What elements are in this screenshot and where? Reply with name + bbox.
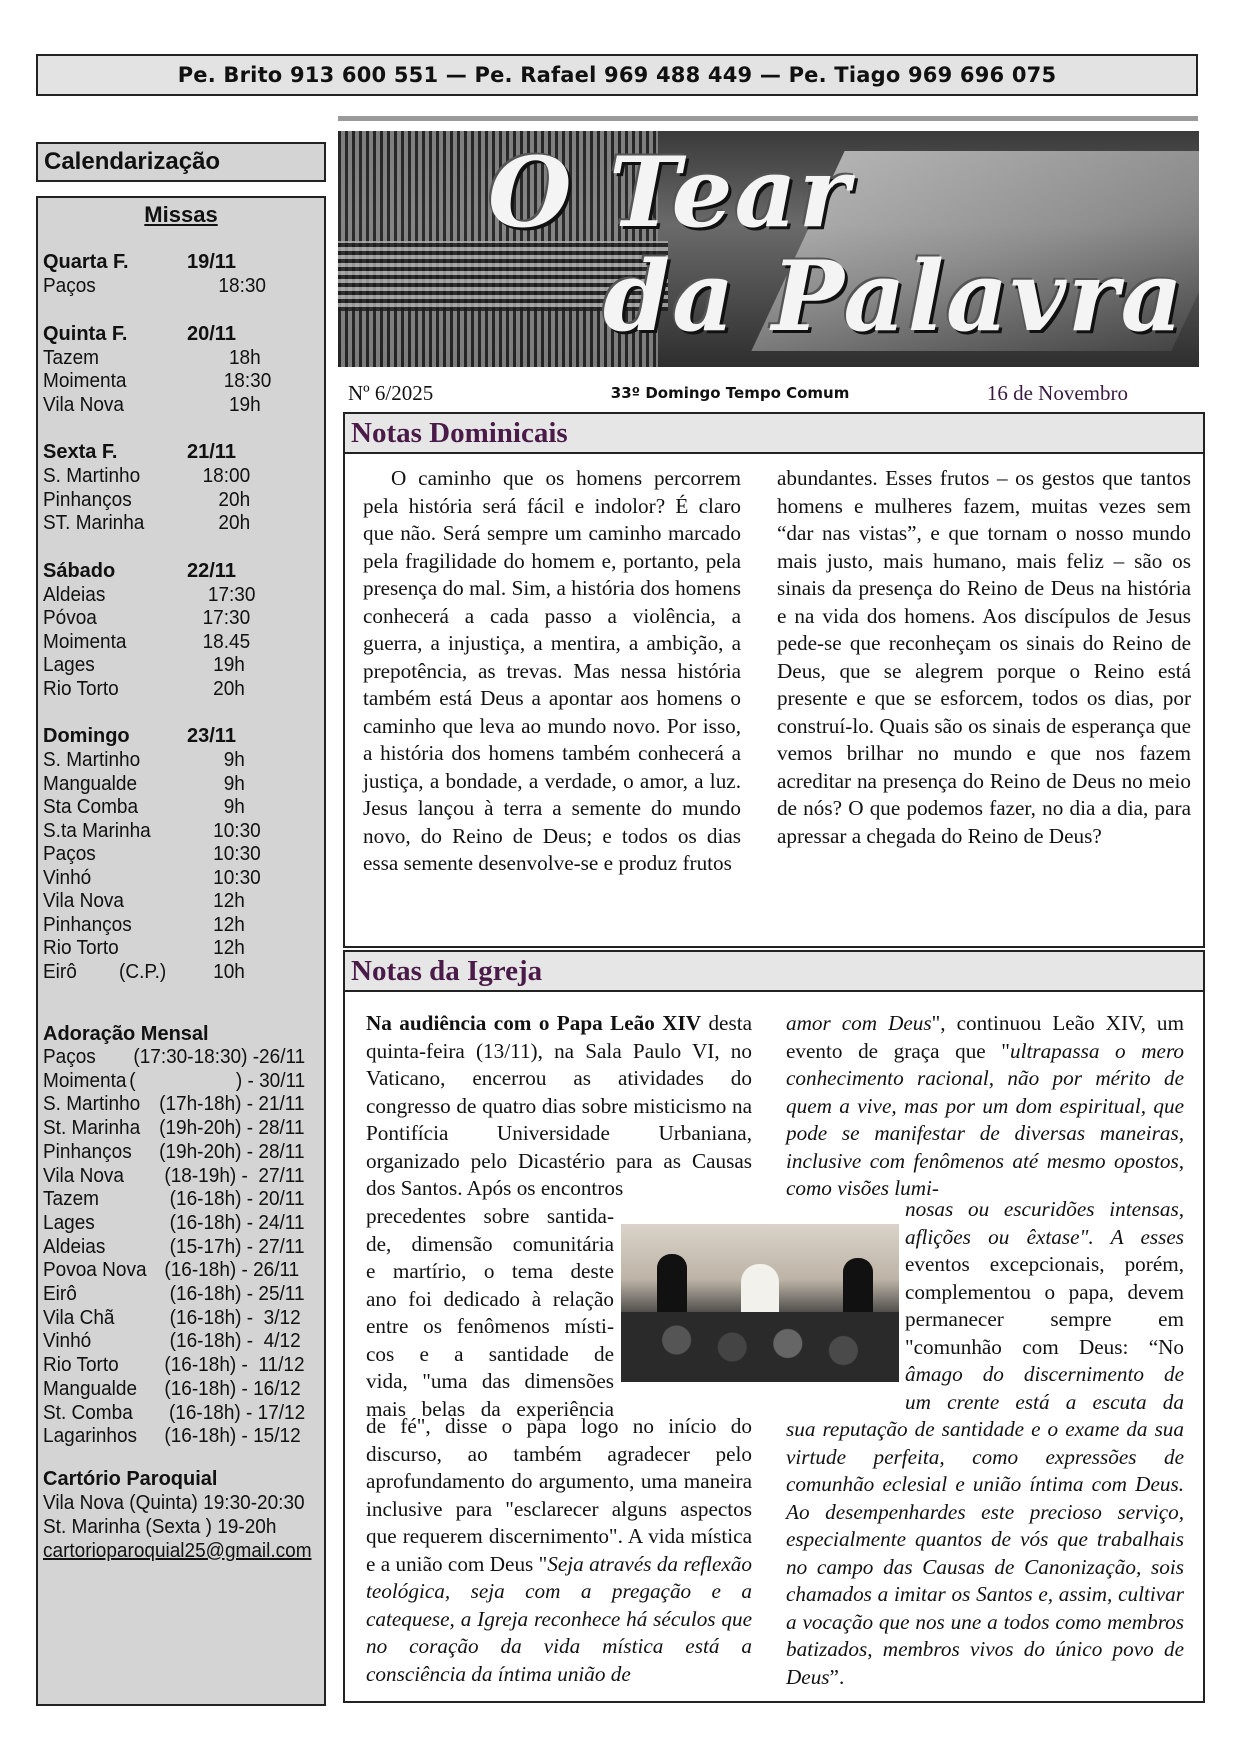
masthead-banner bbox=[338, 131, 1199, 367]
wrapped-line: vida, "uma das dimensões bbox=[366, 1369, 614, 1393]
adoracao-info: (16-18h) - 26/11 bbox=[138, 1259, 300, 1282]
mass-day-date: 20/11 bbox=[187, 322, 236, 345]
mass-time: 12h bbox=[202, 890, 245, 912]
wrapped-line: cos e a santidade de bbox=[366, 1341, 614, 1366]
cartorio-title: Cartório Paroquial bbox=[43, 1467, 218, 1490]
mass-row bbox=[43, 275, 305, 299]
adoracao-info: (15-17h) - 27/11 bbox=[138, 1235, 305, 1258]
adoracao-row bbox=[43, 1330, 305, 1354]
adoracao-place: Rio Torto bbox=[43, 1354, 119, 1377]
adoracao-info: (16-18h) - 3/12 bbox=[138, 1306, 301, 1329]
adoracao-row bbox=[43, 1165, 305, 1189]
mass-time: 20h bbox=[202, 512, 251, 534]
adoracao-place: St. Comba bbox=[43, 1401, 133, 1424]
mass-time: 18:30 bbox=[202, 370, 272, 392]
adoracao-place: S. Martinho bbox=[43, 1093, 141, 1116]
mass-day-date: 21/11 bbox=[187, 441, 236, 463]
masthead-title bbox=[488, 136, 1188, 353]
adoracao-info: (16-18h) - 17/12 bbox=[137, 1401, 306, 1424]
notas-igreja-quote2b: ultrapassa o mero conhecimento racional, não por mérito de quem a vive, mas por um dom espiritual, que pode se manifestar de diversas maneiras, inclusive com fenômenos até mesmo opostos, como visões lumi- bbox=[786, 1038, 1184, 1200]
wrapped-line: nosas ou escuridões intensas, bbox=[905, 1197, 1184, 1221]
mass-row bbox=[43, 749, 305, 773]
adoracao-info: (19h-20h) - 28/11 bbox=[138, 1117, 305, 1140]
notas-igreja-col2 bbox=[786, 1010, 1184, 1203]
schedule-sidebar bbox=[36, 196, 326, 1706]
mass-time: 19h bbox=[202, 654, 245, 676]
mass-row bbox=[43, 961, 305, 985]
wrapped-line: de, dimensão comunitária bbox=[366, 1231, 614, 1256]
mass-place: Vila Nova bbox=[43, 393, 124, 416]
mass-row bbox=[43, 867, 305, 891]
wrapped-line: permanecer sempre em bbox=[905, 1307, 1184, 1331]
mass-time: 9h bbox=[202, 749, 245, 771]
wrapped-line: e martírio, o tema deste bbox=[366, 1259, 614, 1283]
adoracao-row bbox=[43, 1046, 305, 1070]
mass-day-name: Quarta F. bbox=[43, 251, 129, 273]
mass-day-name: Domingo bbox=[43, 725, 130, 747]
pope-audience-photo bbox=[621, 1224, 899, 1382]
mass-day-date: 22/11 bbox=[187, 559, 236, 582]
adoracao-info: (16-18h) - 24/11 bbox=[138, 1211, 305, 1234]
wrapped-line: um crente está a escuta da bbox=[905, 1389, 1184, 1414]
adoracao-place: Paços bbox=[43, 1046, 96, 1068]
mass-row bbox=[43, 607, 305, 631]
adoracao-info: ( ) - 30/11 bbox=[129, 1069, 306, 1092]
mass-row bbox=[43, 465, 305, 489]
adoracao-place: Povoa Nova bbox=[43, 1259, 147, 1282]
notas-dominicais-col2 bbox=[777, 465, 1191, 850]
adoracao-place: Mangualde bbox=[43, 1377, 138, 1400]
notas-igreja-quote2c: sua reputação de santidade e o exame da sua virtude perfeita, como expressões de comunhão eclesial e união íntima com Deus. Ao desempenhardes este precioso serviço, especialmente quantos de vós que trabalhais no campo das Causas de Canonização, sois chamados a imitar os Santos e, assim, cultivar a vocação que nos une a todos como membros batizados, membros vivos do único povo de Deus bbox=[786, 1417, 1184, 1689]
mass-time: 12h bbox=[202, 937, 245, 959]
notas-igreja-col1-wrap bbox=[366, 1203, 614, 1423]
adoracao-row bbox=[43, 1354, 305, 1378]
mass-row bbox=[43, 678, 305, 702]
wrapped-line: "comunhão com Deus: “No bbox=[905, 1334, 1184, 1359]
notas-dominicais-box bbox=[343, 454, 1205, 948]
adoracao-info: (17:30-18:30) -26/11 bbox=[112, 1046, 306, 1068]
adoracao-row bbox=[43, 1236, 305, 1260]
cartorio-email-link[interactable]: cartorioparoquial25@gmail.com bbox=[43, 1539, 312, 1562]
mass-time: 10:30 bbox=[202, 819, 261, 842]
mass-time: 9h bbox=[202, 772, 245, 795]
masthead-title-line1: O Tear bbox=[488, 136, 852, 249]
mass-place: Paços bbox=[43, 843, 96, 865]
mass-day-heading bbox=[43, 559, 319, 584]
adoracao-info: (17h-18h) - 21/11 bbox=[138, 1093, 305, 1116]
missas-title: Missas bbox=[144, 202, 218, 227]
adoracao-info: (16-18h) - 11/12 bbox=[138, 1354, 305, 1377]
lead-bold: Na audiência com o Papa Leão XIV bbox=[366, 1011, 702, 1035]
adoracao-info: (19h-20h) - 28/11 bbox=[138, 1140, 305, 1163]
notas-igreja-text-a: desta quinta-feira (13/11), na Sala Paulo VI, no Vaticano, encerrou as atividades do congresso de quatro dias sobre misticismo na Pontifícia Universidade Urbaniana, organizado pelo Dicastério para as Causas dos Santos. Após os encontros bbox=[366, 1011, 752, 1200]
mass-row bbox=[43, 773, 305, 797]
mass-row bbox=[43, 820, 305, 844]
mass-time: 18:30 bbox=[202, 275, 266, 297]
mass-place: Aldeias bbox=[43, 583, 106, 606]
adoracao-info: (16-18h) - 25/11 bbox=[138, 1283, 305, 1306]
notas-igreja-col2-cont bbox=[786, 1416, 1184, 1691]
wrapped-line: eventos excepcionais, porém, bbox=[905, 1252, 1184, 1276]
mass-place: S. Martinho bbox=[43, 749, 141, 771]
wrapped-line: precedentes sobre santida- bbox=[366, 1204, 614, 1228]
adoracao-row bbox=[43, 1259, 305, 1283]
mass-time: 19h bbox=[202, 393, 261, 416]
mass-day-block bbox=[43, 250, 319, 299]
wrapped-line: aflições ou êxtase". A esses bbox=[905, 1224, 1184, 1249]
notas-igreja-para1 bbox=[366, 1010, 752, 1203]
issue-number: Nº 6/2025 bbox=[348, 380, 434, 405]
adoracao-place: Moimenta bbox=[43, 1069, 127, 1092]
wrapped-line: entre os fenômenos místi- bbox=[366, 1314, 614, 1338]
adoracao-place: Vinhó bbox=[43, 1330, 92, 1353]
mass-row bbox=[43, 394, 305, 418]
wrapped-line: complementou o papa, devem bbox=[905, 1279, 1184, 1304]
notas-dominicais-col1 bbox=[363, 465, 741, 878]
mass-day-block bbox=[43, 322, 319, 418]
adoracao-info: (18-19h) - 27/11 bbox=[138, 1164, 305, 1187]
issue-date: 16 de Novembro bbox=[986, 380, 1128, 405]
notas-igreja-end: ”. bbox=[829, 1664, 845, 1689]
mass-place: Eirô (C.P.) bbox=[43, 960, 167, 983]
mass-time: 10:30 bbox=[202, 866, 261, 889]
adoracao-row bbox=[43, 1402, 305, 1426]
audience-crowd bbox=[621, 1312, 899, 1382]
mass-place: Vinhó bbox=[43, 866, 92, 889]
contacts-bar: Pe. Brito 913 600 551 — Pe. Rafael 969 488 449 — Pe. Tiago 969 696 075 bbox=[36, 54, 1198, 96]
mass-row bbox=[43, 654, 305, 678]
mass-row bbox=[43, 796, 305, 820]
cartorio-line: St. Marinha (Sexta ) 19-20h bbox=[43, 1515, 277, 1538]
notas-igreja-col2-wrap bbox=[905, 1196, 1184, 1416]
adoracao-row bbox=[43, 1070, 305, 1094]
adoracao-info: (16-18h) - 16/12 bbox=[138, 1377, 301, 1400]
notas-dominicais-text2: abundantes. Esses frutos – os gestos que tantos homens e mulheres fazem, muitas vezes sem “dar nas vistas”, e que tornam o nosso mundo mais justo, mais humano, mais feliz – são os sinais da presença do Reino de Deus na história e na vida dos homens. Aos discípulos de Jesus pede-se que reconheçam os sinais do Reino de Deus, que se alegrem porque o Reino está presente e que se esforcem, todos os dias, por construí-lo. Quais são os sinais de esperança que vemos brilhar no mundo e que nos fazem acreditar na presença do Reino de Deus no meio de nós? O que podemos fazer, no dia a dia, para apressar a chegada do Reino de Deus? bbox=[777, 466, 1191, 848]
mass-place: Rio Torto bbox=[43, 677, 119, 700]
issue-line bbox=[348, 380, 1128, 406]
adoracao-place: Eirô bbox=[43, 1283, 77, 1306]
mass-place: Lages bbox=[43, 654, 95, 676]
mass-day-heading bbox=[43, 322, 319, 347]
wrapped-line: ano foi dedicado à relação bbox=[366, 1286, 614, 1311]
notas-igreja-para2-cont bbox=[786, 1416, 1184, 1691]
adoracao-row bbox=[43, 1212, 305, 1236]
adoracao-place: Aldeias bbox=[43, 1235, 106, 1258]
mass-day-block bbox=[43, 440, 319, 536]
cartorio-line: Vila Nova (Quinta) 19:30-20:30 bbox=[43, 1491, 305, 1514]
mass-row bbox=[43, 914, 305, 938]
adoracao-place: Lagarinhos bbox=[43, 1425, 138, 1448]
notas-igreja-para1-cont bbox=[366, 1413, 752, 1688]
mass-place: Vila Nova bbox=[43, 890, 124, 912]
mass-row bbox=[43, 347, 305, 371]
mass-time: 9h bbox=[202, 796, 245, 818]
adoracao-place: St. Marinha bbox=[43, 1117, 141, 1140]
mass-row bbox=[43, 489, 305, 513]
notas-dominicais-text1: O caminho que os homens percorrem pela história será fácil e indolor? É claro que não. Será sempre um caminho marcado pela fragilidade do homem e, portanto, pela presença do mal. Sim, a história dos homens conhecerá a cada passo a violência, a guerra, a injustiça, a mentira, a ambição, a prepotência, as trevas. Mas nessa história também está Deus a apontar aos homens o caminho que leva ao mundo novo. Por isso, a história dos homens também conhecerá a justiça, a bondade, a verdade, o amor, a luz. Jesus lançou à terra a semente do mundo novo, do Reino de Deus; e todos os dias essa semente desenvolve-se e produz frutos bbox=[363, 466, 741, 875]
mass-day-block bbox=[43, 559, 319, 702]
mass-place: S. Martinho bbox=[43, 465, 141, 487]
adoracao-info: (16-18h) - 4/12 bbox=[138, 1330, 301, 1353]
mass-place: Pinhanços bbox=[43, 913, 132, 936]
mass-row bbox=[43, 890, 305, 914]
adoracao-info: (16-18h) - 20/11 bbox=[138, 1188, 305, 1211]
notas-igreja-col1-cont bbox=[366, 1413, 752, 1688]
mass-time: 18h bbox=[202, 346, 261, 369]
mass-row bbox=[43, 843, 305, 867]
notas-igreja-para2 bbox=[786, 1010, 1184, 1203]
mass-row bbox=[43, 370, 305, 394]
mass-place: Póvoa bbox=[43, 607, 97, 629]
adoracao-place: Lages bbox=[43, 1211, 95, 1234]
adoracao-row bbox=[43, 1188, 305, 1212]
mass-row bbox=[43, 631, 305, 655]
mass-day-date: 23/11 bbox=[187, 725, 236, 747]
mass-day-heading bbox=[43, 724, 319, 749]
mass-day-date: 19/11 bbox=[187, 251, 236, 273]
mass-place: Pinhanços bbox=[43, 488, 132, 511]
masthead-title-line2: da Palavra bbox=[603, 240, 1185, 353]
notas-igreja-col1 bbox=[366, 1010, 752, 1203]
mass-time: 20h bbox=[202, 677, 245, 700]
adoracao-place: Vila Chã bbox=[43, 1306, 115, 1329]
mass-time: 17:30 bbox=[202, 583, 256, 606]
mass-place: Tazem bbox=[43, 346, 99, 369]
mass-day-name: Quinta F. bbox=[43, 322, 128, 345]
notas-igreja-heading: Notas da Igreja bbox=[343, 950, 1205, 992]
mass-place: ST. Marinha bbox=[43, 512, 145, 534]
mass-day-name: Sexta F. bbox=[43, 441, 118, 463]
notas-dominicais-heading: Notas Dominicais bbox=[343, 412, 1205, 454]
adoracao-row bbox=[43, 1283, 305, 1307]
mass-time: 17:30 bbox=[202, 607, 251, 629]
mass-place: S.ta Marinha bbox=[43, 819, 151, 842]
mass-place: Sta Comba bbox=[43, 796, 139, 818]
adoracao-row bbox=[43, 1093, 305, 1117]
adoracao-title: Adoração Mensal bbox=[43, 1023, 209, 1045]
adoracao-place: Vila Nova bbox=[43, 1164, 124, 1187]
mass-place: Rio Torto bbox=[43, 937, 119, 959]
mass-row bbox=[43, 584, 305, 608]
wrapped-line: mais belas da experiência bbox=[366, 1396, 614, 1421]
mass-place: Moimenta bbox=[43, 630, 127, 653]
issue-sunday: 33º Domingo Tempo Comum bbox=[610, 384, 850, 402]
adoracao-row bbox=[43, 1425, 305, 1449]
adoracao-row bbox=[43, 1378, 305, 1402]
adoracao-info: (16-18h) - 15/12 bbox=[138, 1425, 301, 1448]
top-rule bbox=[338, 116, 1198, 121]
mass-day-heading bbox=[43, 250, 319, 275]
mass-place: Mangualde bbox=[43, 772, 138, 795]
mass-time: 10:30 bbox=[202, 843, 261, 865]
mass-place: Paços bbox=[43, 275, 96, 297]
notas-igreja-text-b: de fé", disse o papa logo no início do discurso, ao também agradecer pelo aprofundamento do argumento, uma maneira inclusive para "esclarecer alguns aspectos que requerem discernimento". A vida mística e a união com Deus " bbox=[366, 1414, 752, 1576]
adoracao-row bbox=[43, 1141, 305, 1165]
mass-day-heading bbox=[43, 440, 319, 465]
mass-day-name: Sábado bbox=[43, 559, 116, 582]
notas-igreja-quote1: Seja através da reflexão teológica, seja com a pregação e a catequese, a Igreja reconhece há séculos que no coração da vida mística está a consciência da íntima união de bbox=[366, 1551, 752, 1686]
mass-row bbox=[43, 937, 305, 961]
adoracao-place: Pinhanços bbox=[43, 1140, 132, 1163]
notas-igreja-text-c: ", continuou Leão XIV, um evento de graça que " bbox=[786, 1011, 1184, 1063]
adoracao-place: Tazem bbox=[43, 1188, 99, 1211]
notas-igreja-quote2a: amor com Deus bbox=[786, 1011, 932, 1035]
mass-time: 10h bbox=[202, 960, 245, 983]
mass-place: Moimenta bbox=[43, 370, 127, 392]
mass-time: 12h bbox=[202, 913, 245, 936]
mass-day-block bbox=[43, 724, 319, 984]
mass-time: 18.45 bbox=[202, 630, 251, 653]
mass-time: 18:00 bbox=[202, 465, 251, 487]
adoracao-row bbox=[43, 1307, 305, 1331]
mass-time: 20h bbox=[202, 488, 251, 511]
wrapped-line: âmago do discernimento de bbox=[905, 1362, 1184, 1386]
mass-row bbox=[43, 512, 305, 536]
adoracao-row bbox=[43, 1117, 305, 1141]
calendar-heading: Calendarização bbox=[36, 142, 326, 182]
